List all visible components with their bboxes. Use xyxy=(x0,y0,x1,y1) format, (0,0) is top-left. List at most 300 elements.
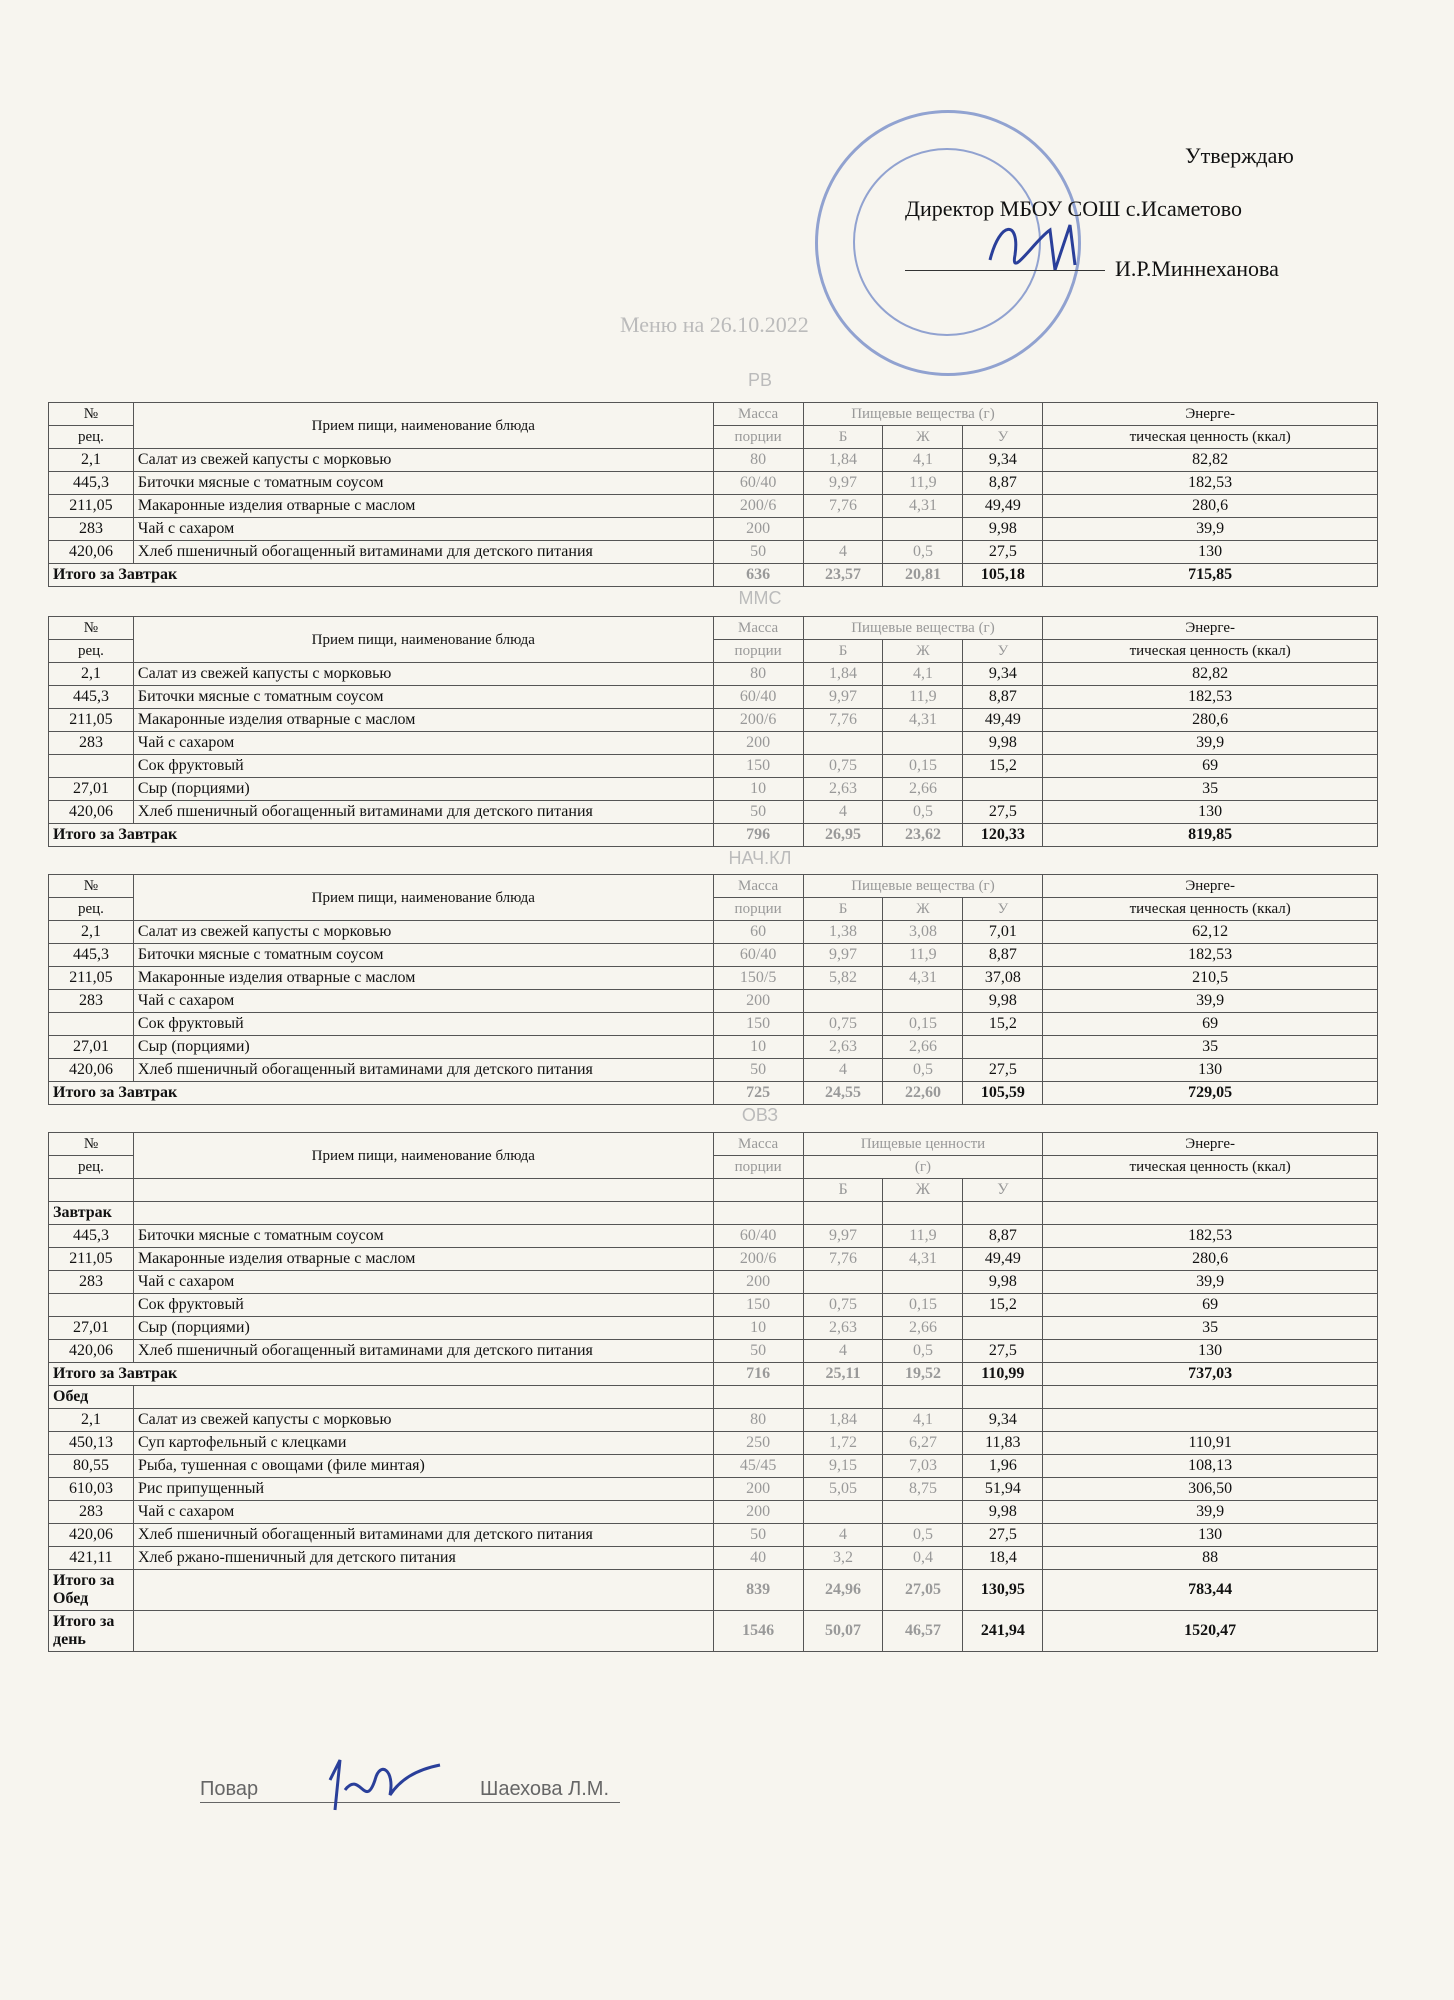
group-label: Завтрак xyxy=(49,1202,134,1225)
empty-cell xyxy=(1043,1179,1378,1202)
header-mass: Масса xyxy=(713,403,803,426)
dish-name: Чай с сахаром xyxy=(133,1501,713,1524)
table-row xyxy=(49,990,1378,1013)
portion-mass: 10 xyxy=(713,1317,803,1340)
table-row xyxy=(49,1547,1378,1570)
portion-mass: 200 xyxy=(713,518,803,541)
header-name: Прием пищи, наименование блюда xyxy=(133,403,713,449)
protein: 9,15 xyxy=(803,1455,883,1478)
table-row xyxy=(49,921,1378,944)
recipe-code: 80,55 xyxy=(49,1455,134,1478)
dish-name: Сок фруктовый xyxy=(133,1013,713,1036)
approval-line1: Утверждаю xyxy=(1185,143,1294,168)
carbs: 8,87 xyxy=(963,1225,1043,1248)
carbs: 49,49 xyxy=(963,495,1043,518)
carbs: 18,4 xyxy=(963,1547,1043,1570)
protein: 7,76 xyxy=(803,709,883,732)
header-name: Прием пищи, наименование блюда xyxy=(133,1133,713,1179)
header-rec: рец. xyxy=(49,898,134,921)
recipe-code: 27,01 xyxy=(49,1317,134,1340)
protein: 9,97 xyxy=(803,472,883,495)
carbs: 9,34 xyxy=(963,663,1043,686)
total-label: Итого за Завтрак xyxy=(49,824,714,847)
fat: 0,15 xyxy=(883,755,963,778)
total-mass: 839 xyxy=(713,1570,803,1611)
recipe-code: 211,05 xyxy=(49,495,134,518)
header-rec: рец. xyxy=(49,640,134,663)
dish-name: Хлеб пшеничный обогащенный витаминами для детского питания xyxy=(133,541,713,564)
carbs: 15,2 xyxy=(963,755,1043,778)
header-energy: Энерге- xyxy=(1043,1133,1378,1156)
dish-name: Макаронные изделия отварные с маслом xyxy=(133,1248,713,1271)
protein: 1,84 xyxy=(803,1409,883,1432)
dish-name: Сок фруктовый xyxy=(133,1294,713,1317)
dish-name: Сок фруктовый xyxy=(133,755,713,778)
recipe-code: 420,06 xyxy=(49,1340,134,1363)
recipe-code: 445,3 xyxy=(49,1225,134,1248)
energy: 39,9 xyxy=(1043,518,1378,541)
fat: 2,66 xyxy=(883,778,963,801)
protein: 4 xyxy=(803,1524,883,1547)
dish-name: Макаронные изделия отварные с маслом xyxy=(133,709,713,732)
table-row xyxy=(49,755,1378,778)
empty-cell xyxy=(133,1179,713,1202)
energy: 82,82 xyxy=(1043,663,1378,686)
total-energy: 783,44 xyxy=(1043,1570,1378,1611)
dish-name: Биточки мясные с томатным соусом xyxy=(133,686,713,709)
portion-mass: 80 xyxy=(713,449,803,472)
dish-name: Салат из свежей капусты с морковью xyxy=(133,663,713,686)
table-row xyxy=(49,1432,1378,1455)
fat: 8,75 xyxy=(883,1478,963,1501)
approval-line2: Директор МБОУ СОШ с.Исаметово xyxy=(905,196,1242,221)
portion-mass: 10 xyxy=(713,1036,803,1059)
energy: 130 xyxy=(1043,541,1378,564)
protein: 2,63 xyxy=(803,1317,883,1340)
header-num: № xyxy=(49,403,134,426)
fat: 0,5 xyxy=(883,1340,963,1363)
table-row xyxy=(49,1317,1378,1340)
dish-name: Сыр (порциями) xyxy=(133,778,713,801)
table-row xyxy=(49,1059,1378,1082)
empty-cell xyxy=(133,1611,713,1652)
header-b: Б xyxy=(803,898,883,921)
carbs: 27,5 xyxy=(963,1524,1043,1547)
empty-cell xyxy=(133,1386,713,1409)
total-energy: 819,85 xyxy=(1043,824,1378,847)
header-u: У xyxy=(963,1179,1043,1202)
header-mass: Масса xyxy=(713,875,803,898)
portion-mass: 150 xyxy=(713,755,803,778)
table-row xyxy=(49,1036,1378,1059)
fat: 11,9 xyxy=(883,1225,963,1248)
total-fat: 46,57 xyxy=(883,1611,963,1652)
menu-table-mms xyxy=(48,616,1378,847)
energy: 39,9 xyxy=(1043,1271,1378,1294)
recipe-code: 2,1 xyxy=(49,663,134,686)
table-header-row xyxy=(49,403,1378,426)
total-fat: 20,81 xyxy=(883,564,963,587)
header-energy: Энерге- xyxy=(1043,875,1378,898)
signature-line xyxy=(905,270,1105,271)
fat: 6,27 xyxy=(883,1432,963,1455)
table-total-row xyxy=(49,564,1378,587)
portion-mass: 60 xyxy=(713,921,803,944)
portion-mass: 50 xyxy=(713,541,803,564)
table-row xyxy=(49,967,1378,990)
carbs xyxy=(963,778,1043,801)
recipe-code: 2,1 xyxy=(49,449,134,472)
fat: 7,03 xyxy=(883,1455,963,1478)
section-label: НАЧ.КЛ xyxy=(728,848,792,868)
total-fat: 19,52 xyxy=(883,1363,963,1386)
table-row xyxy=(49,1248,1378,1271)
fat: 4,1 xyxy=(883,1409,963,1432)
empty-cell xyxy=(1043,1202,1378,1225)
total-protein: 25,11 xyxy=(803,1363,883,1386)
fat: 11,9 xyxy=(883,944,963,967)
dish-name: Салат из свежей капусты с морковью xyxy=(133,449,713,472)
total-mass: 725 xyxy=(713,1082,803,1105)
energy: 130 xyxy=(1043,1524,1378,1547)
table-row xyxy=(49,1271,1378,1294)
header-mass: порции xyxy=(713,640,803,663)
total-label: Итого за Завтрак xyxy=(49,1082,714,1105)
fat: 0,4 xyxy=(883,1547,963,1570)
fat xyxy=(883,518,963,541)
header-rec: рец. xyxy=(49,1156,134,1179)
dish-name: Сыр (порциями) xyxy=(133,1317,713,1340)
header-u: У xyxy=(963,640,1043,663)
protein: 7,76 xyxy=(803,495,883,518)
carbs: 27,5 xyxy=(963,1059,1043,1082)
portion-mass: 150/5 xyxy=(713,967,803,990)
carbs: 15,2 xyxy=(963,1294,1043,1317)
carbs: 7,01 xyxy=(963,921,1043,944)
recipe-code: 445,3 xyxy=(49,686,134,709)
recipe-code: 211,05 xyxy=(49,1248,134,1271)
header-mass: порции xyxy=(713,1156,803,1179)
carbs: 49,49 xyxy=(963,709,1043,732)
header-nutrients: Пищевые вещества (г) xyxy=(803,403,1043,426)
portion-mass: 200 xyxy=(713,990,803,1013)
portion-mass: 80 xyxy=(713,1409,803,1432)
header-energy: тическая ценность (ккал) xyxy=(1043,1156,1378,1179)
energy: 35 xyxy=(1043,778,1378,801)
portion-mass: 50 xyxy=(713,1059,803,1082)
carbs: 9,98 xyxy=(963,518,1043,541)
dish-name: Чай с сахаром xyxy=(133,518,713,541)
protein: 9,97 xyxy=(803,944,883,967)
portion-mass: 150 xyxy=(713,1294,803,1317)
total-mass: 1546 xyxy=(713,1611,803,1652)
dish-name: Чай с сахаром xyxy=(133,1271,713,1294)
dish-name: Рис припущенный xyxy=(133,1478,713,1501)
fat: 3,08 xyxy=(883,921,963,944)
table-row xyxy=(49,1478,1378,1501)
energy: 35 xyxy=(1043,1036,1378,1059)
portion-mass: 80 xyxy=(713,663,803,686)
total-carbs: 105,59 xyxy=(963,1082,1043,1105)
empty-cell xyxy=(713,1202,803,1225)
carbs xyxy=(963,1036,1043,1059)
table-total-row xyxy=(49,824,1378,847)
recipe-code xyxy=(49,1294,134,1317)
table-total-row xyxy=(49,1363,1378,1386)
energy: 280,6 xyxy=(1043,709,1378,732)
fat: 4,31 xyxy=(883,709,963,732)
protein: 2,63 xyxy=(803,778,883,801)
portion-mass: 50 xyxy=(713,1340,803,1363)
table-header-row xyxy=(49,617,1378,640)
dish-name: Биточки мясные с томатным соусом xyxy=(133,472,713,495)
total-protein: 24,96 xyxy=(803,1570,883,1611)
recipe-code: 2,1 xyxy=(49,921,134,944)
total-carbs: 241,94 xyxy=(963,1611,1043,1652)
recipe-code: 211,05 xyxy=(49,709,134,732)
empty-cell xyxy=(713,1386,803,1409)
carbs: 27,5 xyxy=(963,801,1043,824)
total-mass: 636 xyxy=(713,564,803,587)
protein: 5,05 xyxy=(803,1478,883,1501)
protein: 1,84 xyxy=(803,663,883,686)
section-label: ММС xyxy=(738,588,782,608)
recipe-code: 27,01 xyxy=(49,1036,134,1059)
carbs: 11,83 xyxy=(963,1432,1043,1455)
menu-table-rv xyxy=(48,402,1378,587)
empty-cell xyxy=(49,1179,134,1202)
recipe-code: 2,1 xyxy=(49,1409,134,1432)
empty-cell xyxy=(963,1386,1043,1409)
table-row xyxy=(49,686,1378,709)
fat xyxy=(883,990,963,1013)
recipe-code xyxy=(49,755,134,778)
total-energy: 715,85 xyxy=(1043,564,1378,587)
protein xyxy=(803,518,883,541)
dish-name: Чай с сахаром xyxy=(133,990,713,1013)
carbs: 9,98 xyxy=(963,1501,1043,1524)
dish-name: Сыр (порциями) xyxy=(133,1036,713,1059)
dish-name: Хлеб ржано-пшеничный для детского питания xyxy=(133,1547,713,1570)
recipe-code: 27,01 xyxy=(49,778,134,801)
fat: 4,31 xyxy=(883,1248,963,1271)
dish-name: Суп картофельный с клецками xyxy=(133,1432,713,1455)
total-protein: 26,95 xyxy=(803,824,883,847)
protein: 4 xyxy=(803,1340,883,1363)
portion-mass: 150 xyxy=(713,1013,803,1036)
total-energy: 1520,47 xyxy=(1043,1611,1378,1652)
portion-mass: 60/40 xyxy=(713,944,803,967)
menu-table-ovz xyxy=(48,1132,1378,1652)
dish-name: Хлеб пшеничный обогащенный витаминами для детского питания xyxy=(133,1340,713,1363)
portion-mass: 60/40 xyxy=(713,1225,803,1248)
header-nutrients: Пищевые вещества (г) xyxy=(803,875,1043,898)
header-zh: Ж xyxy=(883,898,963,921)
protein xyxy=(803,990,883,1013)
empty-cell xyxy=(1043,1386,1378,1409)
empty-cell xyxy=(963,1202,1043,1225)
energy: 210,5 xyxy=(1043,967,1378,990)
dish-name: Чай с сахаром xyxy=(133,732,713,755)
header-mass: порции xyxy=(713,898,803,921)
carbs: 51,94 xyxy=(963,1478,1043,1501)
table-row xyxy=(49,663,1378,686)
table-header-row xyxy=(49,1133,1378,1156)
menu-table-nachkl xyxy=(48,874,1378,1105)
fat: 4,31 xyxy=(883,495,963,518)
table-row xyxy=(49,518,1378,541)
recipe-code: 445,3 xyxy=(49,944,134,967)
header-name: Прием пищи, наименование блюда xyxy=(133,875,713,921)
header-zh: Ж xyxy=(883,640,963,663)
recipe-code: 450,13 xyxy=(49,1432,134,1455)
energy: 130 xyxy=(1043,1059,1378,1082)
table-row xyxy=(49,1225,1378,1248)
carbs: 27,5 xyxy=(963,541,1043,564)
header-num: № xyxy=(49,617,134,640)
table-group-row xyxy=(49,1202,1378,1225)
recipe-code: 283 xyxy=(49,1271,134,1294)
total-carbs: 110,99 xyxy=(963,1363,1043,1386)
energy: 182,53 xyxy=(1043,472,1378,495)
table-row xyxy=(49,778,1378,801)
total-label: Итого за день xyxy=(49,1611,134,1652)
portion-mass: 45/45 xyxy=(713,1455,803,1478)
recipe-code: 610,03 xyxy=(49,1478,134,1501)
header-mass: Масса xyxy=(713,617,803,640)
energy: 182,53 xyxy=(1043,686,1378,709)
dish-name: Салат из свежей капусты с морковью xyxy=(133,1409,713,1432)
portion-mass: 200/6 xyxy=(713,495,803,518)
recipe-code: 283 xyxy=(49,518,134,541)
recipe-code: 420,06 xyxy=(49,801,134,824)
energy: 69 xyxy=(1043,1294,1378,1317)
energy: 182,53 xyxy=(1043,944,1378,967)
total-energy: 737,03 xyxy=(1043,1363,1378,1386)
header-b: Б xyxy=(803,1179,883,1202)
fat xyxy=(883,732,963,755)
header-mass: порции xyxy=(713,426,803,449)
dish-name: Хлеб пшеничный обогащенный витаминами для детского питания xyxy=(133,1059,713,1082)
portion-mass: 60/40 xyxy=(713,472,803,495)
table-row xyxy=(49,472,1378,495)
total-label: Итого за Завтрак xyxy=(49,564,714,587)
header-zh: Ж xyxy=(883,426,963,449)
header-num: № xyxy=(49,1133,134,1156)
header-energy: Энерге- xyxy=(1043,617,1378,640)
header-nutrients: Пищевые вещества (г) xyxy=(803,617,1043,640)
energy: 39,9 xyxy=(1043,732,1378,755)
dish-name: Хлеб пшеничный обогащенный витаминами для детского питания xyxy=(133,801,713,824)
dish-name: Рыба, тушенная с овощами (филе минтая) xyxy=(133,1455,713,1478)
portion-mass: 200 xyxy=(713,1271,803,1294)
total-energy: 729,05 xyxy=(1043,1082,1378,1105)
energy: 182,53 xyxy=(1043,1225,1378,1248)
fat: 0,15 xyxy=(883,1294,963,1317)
dish-name: Хлеб пшеничный обогащенный витаминами для детского питания xyxy=(133,1524,713,1547)
protein: 1,84 xyxy=(803,449,883,472)
empty-cell xyxy=(803,1202,883,1225)
recipe-code: 283 xyxy=(49,990,134,1013)
table-row xyxy=(49,732,1378,755)
portion-mass: 200/6 xyxy=(713,709,803,732)
table-row xyxy=(49,495,1378,518)
total-protein: 23,57 xyxy=(803,564,883,587)
carbs: 8,87 xyxy=(963,472,1043,495)
header-rec: рец. xyxy=(49,426,134,449)
carbs: 9,34 xyxy=(963,449,1043,472)
total-mass: 716 xyxy=(713,1363,803,1386)
fat: 0,5 xyxy=(883,801,963,824)
table-row xyxy=(49,944,1378,967)
fat: 0,5 xyxy=(883,1524,963,1547)
table-total-row xyxy=(49,1570,1378,1611)
portion-mass: 60/40 xyxy=(713,686,803,709)
total-carbs: 120,33 xyxy=(963,824,1043,847)
empty-cell xyxy=(883,1202,963,1225)
protein: 1,38 xyxy=(803,921,883,944)
fat: 4,1 xyxy=(883,663,963,686)
total-fat: 22,60 xyxy=(883,1082,963,1105)
portion-mass: 200 xyxy=(713,1501,803,1524)
carbs: 37,08 xyxy=(963,967,1043,990)
cook-name: Шаехова Л.М. xyxy=(480,1778,610,1800)
dish-name: Макаронные изделия отварные с маслом xyxy=(133,495,713,518)
portion-mass: 50 xyxy=(713,801,803,824)
recipe-code: 420,06 xyxy=(49,1059,134,1082)
fat: 2,66 xyxy=(883,1317,963,1340)
energy: 88 xyxy=(1043,1547,1378,1570)
table-row xyxy=(49,1409,1378,1432)
energy: 39,9 xyxy=(1043,1501,1378,1524)
energy: 280,6 xyxy=(1043,1248,1378,1271)
section-label: ОВЗ xyxy=(741,1105,779,1125)
table-row xyxy=(49,1455,1378,1478)
fat: 0,5 xyxy=(883,1059,963,1082)
menu-title: Меню на 26.10.2022 xyxy=(620,312,809,337)
energy: 130 xyxy=(1043,1340,1378,1363)
header-energy: тическая ценность (ккал) xyxy=(1043,426,1378,449)
header-b: Б xyxy=(803,426,883,449)
header-energy: Энерге- xyxy=(1043,403,1378,426)
recipe-code: 283 xyxy=(49,732,134,755)
table-header-row xyxy=(49,1179,1378,1202)
header-nutrients: Пищевые ценности xyxy=(803,1133,1043,1156)
protein: 0,75 xyxy=(803,1013,883,1036)
total-mass: 796 xyxy=(713,824,803,847)
director-signature xyxy=(980,210,1100,290)
cook-signature xyxy=(320,1740,460,1830)
table-row xyxy=(49,1501,1378,1524)
table-group-row xyxy=(49,1386,1378,1409)
protein: 9,97 xyxy=(803,1225,883,1248)
fat: 11,9 xyxy=(883,472,963,495)
total-protein: 50,07 xyxy=(803,1611,883,1652)
table-total-row xyxy=(49,1611,1378,1652)
header-u: У xyxy=(963,898,1043,921)
group-label: Обед xyxy=(49,1386,134,1409)
carbs: 8,87 xyxy=(963,944,1043,967)
energy: 62,12 xyxy=(1043,921,1378,944)
header-nutrients: (г) xyxy=(803,1156,1043,1179)
carbs: 9,98 xyxy=(963,1271,1043,1294)
protein: 4 xyxy=(803,801,883,824)
fat xyxy=(883,1501,963,1524)
empty-cell xyxy=(133,1202,713,1225)
total-label: Итого за Обед xyxy=(49,1570,134,1611)
fat: 4,31 xyxy=(883,967,963,990)
protein: 0,75 xyxy=(803,755,883,778)
